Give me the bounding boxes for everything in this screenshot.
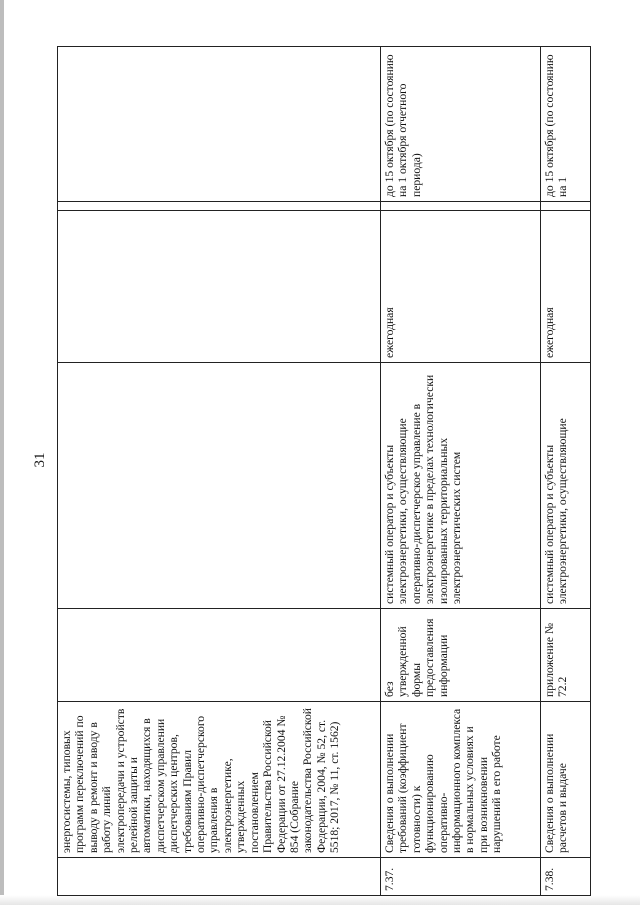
respondents-cell: системный оператор и субъекты электроэнергетики, осуществляющие оперативно-диспетчерское управление в электроэнергетике в пределах технологически изолированных территориальных электроэнергетических систем <box>381 363 541 609</box>
form-cell <box>58 609 381 702</box>
respondents-cell <box>58 363 381 609</box>
indicator-name-cell: Сведения о выполнении требований (коэффициент готовности) к функционированию оперативно-информационного комплекса в нормальных условиях и при возникновении нарушений в его работе <box>381 702 541 858</box>
indicator-name-cell: энергосистемы, типовых программ переключений по выводу в ремонт и вводу в работу линий электропередачи и устройств релейной защиты и автоматики, находящихся в диспетчерском управлении диспетчерских центров, требованиям Правил оперативно-диспетчерского управления в электроэнергетике, утвержденных постановлением Правительства Российской Федерации от 27.12.2004 № 854 (Собрание законодательства Российской Федерации, 2004, № 52, ст. 5518; 2017, № 11, ст. 1562) <box>58 702 381 858</box>
narrow-cell <box>58 202 381 211</box>
deadline-cell: до 15 октября (по состоянию на 1 октября отчетного периода) <box>381 47 541 202</box>
deadline-cell <box>58 47 381 202</box>
form-cell: без утвержденной формы предоставления информации <box>381 609 541 702</box>
narrow-cell <box>381 202 541 211</box>
narrow-cell <box>541 202 591 211</box>
row-number-cell <box>58 858 381 896</box>
periodicity-cell: ежегодная <box>541 211 591 363</box>
row-number-cell: 7.38. <box>541 858 591 896</box>
periodicity-cell <box>58 211 381 363</box>
table-row <box>541 47 591 896</box>
form-cell: приложение № 72.2 <box>541 609 591 702</box>
deadline-cell: до 15 октября (по состоянию на 1 <box>541 47 591 202</box>
table-row <box>381 47 541 896</box>
page-number: 31 <box>32 452 48 468</box>
periodicity-cell: ежегодная <box>381 211 541 363</box>
respondents-cell: системный оператор и субъекты электроэнергетики, осуществляющие <box>541 363 591 609</box>
row-number-cell: 7.37. <box>381 858 541 896</box>
indicator-name-cell: Сведения о выполнении расчетов и выдаче <box>541 702 591 858</box>
table-row <box>58 47 381 896</box>
reporting-table <box>57 46 591 896</box>
